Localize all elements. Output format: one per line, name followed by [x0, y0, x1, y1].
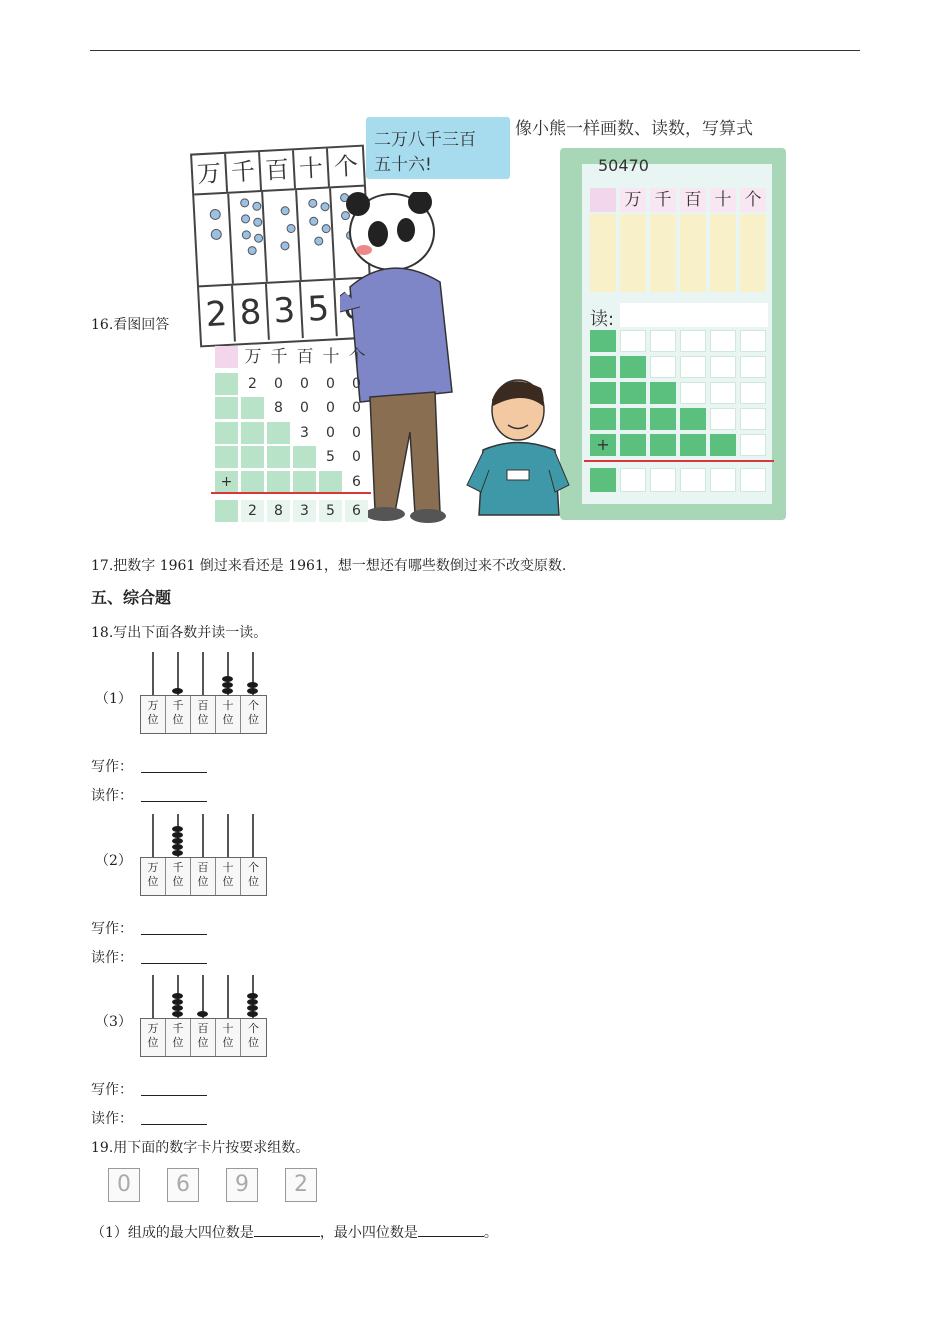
board-header: 百	[680, 188, 706, 212]
q17-text: 17.把数字 1961 倒过来看还是 1961，想一想还有哪些数倒过来不改变原数.	[91, 558, 567, 574]
poster-header: 百	[260, 150, 296, 190]
board-answer-cell[interactable]	[710, 382, 736, 404]
write-label: 写作：	[91, 921, 133, 937]
abacus-rod	[152, 975, 154, 1018]
board-green-cell	[680, 434, 706, 456]
board-answer-cell[interactable]	[740, 408, 766, 430]
table-cell	[241, 446, 264, 468]
table-cell	[241, 397, 264, 419]
smallest-number-blank[interactable]	[418, 1222, 484, 1237]
abacus-rod	[227, 975, 229, 1018]
abacus-bead	[172, 838, 183, 844]
q19-sub1-part-b: ，最小四位数是	[319, 1225, 418, 1241]
table-cell: 8	[274, 400, 283, 416]
place-label: 百 位	[191, 858, 216, 895]
abacus-bead	[247, 1005, 258, 1011]
board-answer-cell[interactable]	[680, 356, 706, 378]
abacus-bead	[172, 826, 183, 832]
board-sum-cell[interactable]	[740, 468, 766, 492]
q19-text: 19.用下面的数字卡片按要求组数。	[91, 1140, 310, 1156]
table-cell	[241, 422, 264, 444]
table-cell: 0	[326, 400, 335, 416]
abacus-rod	[227, 814, 229, 857]
board-answer-cell[interactable]	[740, 330, 766, 352]
table-cell	[267, 422, 290, 444]
abacus-bead	[172, 844, 183, 850]
table-header: 百	[296, 347, 314, 367]
abacus-item-label: （3）	[95, 1014, 132, 1030]
expanded-form-table	[215, 346, 375, 526]
abacus-rod	[202, 652, 204, 695]
abacus-bead	[222, 688, 233, 694]
place-label: 万 位	[141, 696, 166, 733]
place-label: 千 位	[166, 696, 191, 733]
table-row-lead	[215, 373, 238, 395]
place-label: 万 位	[141, 858, 166, 895]
green-board	[560, 148, 786, 520]
board-column	[710, 214, 736, 292]
write-label: 写作：	[91, 759, 133, 775]
table-cell: 0	[352, 375, 361, 392]
place-label: 千 位	[166, 858, 191, 895]
boy-figure	[463, 370, 573, 520]
q16-instruction: 像小熊一样画数、读数，写算式	[515, 119, 753, 139]
speech-line-1: 二万八千三百	[374, 130, 476, 150]
table-cell: 0	[352, 424, 361, 441]
abacus-frame	[140, 857, 267, 896]
table-cell: 0	[300, 400, 309, 416]
abacus-bead	[172, 688, 183, 694]
abacus-rod	[152, 814, 154, 857]
abacus-bead	[172, 993, 183, 999]
table-header: 千	[270, 347, 288, 367]
poster-digit: 5	[301, 280, 338, 338]
board-read-field[interactable]	[620, 303, 768, 327]
abacus-frame	[140, 695, 267, 734]
read-label: 读作：	[91, 1111, 133, 1127]
board-answer-cell[interactable]	[710, 408, 736, 430]
table-cell	[241, 471, 264, 493]
place-label: 万 位	[141, 1019, 166, 1056]
board-sum-cell[interactable]	[620, 468, 646, 492]
board-sum-lead	[590, 468, 616, 492]
board-sum-line	[584, 460, 774, 462]
board-sum-cell[interactable]	[680, 468, 706, 492]
digit-card: 6	[167, 1168, 199, 1202]
table-cell: 0	[300, 375, 309, 392]
write-blank[interactable]	[141, 920, 207, 935]
table-cell: 0	[352, 449, 361, 465]
board-answer-cell[interactable]	[740, 382, 766, 404]
abacus-bead	[247, 682, 258, 688]
top-rule	[90, 50, 860, 51]
board-green-cell	[590, 330, 616, 352]
abacus-bead	[172, 999, 183, 1005]
board-green-cell	[620, 434, 646, 456]
write-blank[interactable]	[141, 758, 207, 773]
abacus-bead	[172, 850, 183, 856]
board-green-cell	[710, 434, 736, 456]
board-corner	[590, 188, 616, 212]
board-sum-cell[interactable]	[650, 468, 676, 492]
board-counting-area	[590, 214, 770, 292]
board-header: 万	[620, 188, 646, 212]
table-cell	[319, 471, 342, 493]
board-header: 千	[650, 188, 676, 212]
read-blank[interactable]	[141, 949, 207, 964]
largest-number-blank[interactable]	[254, 1222, 320, 1237]
place-label: 个 位	[248, 699, 259, 726]
abacus-rod	[152, 652, 154, 695]
board-answer-cell[interactable]	[650, 330, 676, 352]
q19-sub1-part-c: 。	[483, 1225, 498, 1241]
board-answer-cell[interactable]	[710, 330, 736, 352]
section-5-title: 五、综合题	[91, 588, 172, 607]
board-answer-cell[interactable]	[680, 382, 706, 404]
board-sum-cell[interactable]	[710, 468, 736, 492]
abacus-bead	[247, 999, 258, 1005]
q19-sub1	[91, 1222, 498, 1242]
speech-bubble	[366, 117, 510, 179]
table-cell: 0	[274, 375, 283, 392]
table-cell	[267, 471, 290, 493]
table-cell: 0	[326, 424, 335, 441]
read-label: 读作：	[91, 788, 133, 804]
abacus-bead	[172, 1011, 183, 1017]
abacus-bead	[222, 682, 233, 688]
sum-cell: 8	[267, 500, 290, 522]
board-green-cell	[620, 356, 646, 378]
board-answer-cell[interactable]	[650, 356, 676, 378]
board-answer-cell[interactable]	[710, 356, 736, 378]
board-column	[620, 214, 646, 292]
board-green-cell	[680, 408, 706, 430]
table-corner	[215, 346, 238, 368]
board-green-cell	[620, 408, 646, 430]
board-answer-cell[interactable]	[740, 356, 766, 378]
board-column	[680, 214, 706, 292]
place-label: 十 位	[216, 696, 241, 733]
board-green-cell	[590, 356, 616, 378]
board-header: 个	[740, 188, 766, 212]
sum-cell: 6	[345, 500, 368, 522]
sum-cell: 5	[319, 500, 342, 522]
abacus-bead	[172, 832, 183, 838]
abacus-bead	[247, 1011, 258, 1017]
q16-label: 16.看图回答	[91, 317, 170, 333]
q19-sub1-part-a: （1）组成的最大四位数是	[91, 1225, 254, 1241]
board-column	[590, 214, 616, 292]
board-headers	[590, 188, 770, 212]
table-cell: 5	[326, 449, 335, 465]
place-label: 十 位	[216, 1019, 241, 1056]
digit-card: 2	[285, 1168, 317, 1202]
table-cell	[293, 471, 316, 493]
abacus-bead	[247, 688, 258, 694]
table-cell: 0	[352, 400, 361, 416]
table-header: 万	[244, 347, 262, 367]
board-answer-cell[interactable]	[740, 434, 766, 456]
board-green-cell	[650, 434, 676, 456]
read-label: 读作：	[91, 950, 133, 966]
abacus-item-label: （1）	[95, 691, 132, 707]
board-green-cell	[650, 408, 676, 430]
read-blank[interactable]	[141, 1110, 207, 1125]
board-column	[740, 214, 766, 292]
abacus-item-label: （2）	[95, 853, 132, 869]
q18-text: 18.写出下面各数并读一读。	[91, 625, 268, 641]
board-column	[650, 214, 676, 292]
table-row-lead	[215, 422, 238, 444]
sum-cell: 3	[293, 500, 316, 522]
place-label: 十 位	[216, 858, 241, 895]
board-green-cell	[590, 382, 616, 404]
abacus-frame	[140, 1018, 267, 1057]
sum-line	[211, 492, 371, 494]
board-green-cell	[650, 382, 676, 404]
digit-card: 0	[108, 1168, 140, 1202]
abacus-bead	[172, 1005, 183, 1011]
place-label: 个 位	[248, 861, 259, 888]
abacus-bead	[247, 993, 258, 999]
board-header: 十	[710, 188, 736, 212]
digit-card: 9	[226, 1168, 258, 1202]
abacus-bead	[222, 676, 233, 682]
write-label: 写作：	[91, 1082, 133, 1098]
board-plus: +	[596, 435, 610, 454]
board-answer-cell[interactable]	[680, 330, 706, 352]
place-label: 百 位	[191, 696, 216, 733]
poster-digit: 8	[233, 284, 270, 342]
place-label: 千 位	[166, 1019, 191, 1056]
abacus-bead	[197, 1011, 208, 1017]
table-cell: 3	[300, 424, 309, 441]
table-header: 个	[348, 347, 366, 367]
poster-digit: 2	[199, 286, 236, 344]
sum-lead	[215, 500, 238, 522]
table-cell: 2	[248, 375, 257, 392]
board-addition-grid	[590, 330, 770, 500]
place-label: 百 位	[191, 1019, 216, 1056]
table-row-lead	[215, 397, 238, 419]
speech-line-2: 五十六!	[374, 155, 432, 175]
read-blank[interactable]	[141, 787, 207, 802]
table-row-lead: +	[215, 471, 238, 493]
sum-cell: 2	[241, 500, 264, 522]
poster-header: 个	[333, 151, 359, 182]
board-read-label: 读:	[590, 309, 615, 330]
table-row-lead	[215, 446, 238, 468]
abacus-rod	[202, 814, 204, 857]
board-green-cell	[620, 382, 646, 404]
write-blank[interactable]	[141, 1081, 207, 1096]
table-header: 十	[322, 347, 340, 367]
poster-header: 十	[294, 148, 330, 188]
poster-header: 千	[226, 152, 262, 192]
table-cell: 6	[352, 473, 361, 490]
poster-digit: 3	[267, 282, 304, 340]
table-cell: 0	[326, 375, 335, 392]
board-number: 50470	[598, 156, 649, 175]
place-label: 个 位	[248, 1022, 259, 1049]
poster-header: 万	[192, 154, 228, 194]
abacus-rod	[252, 814, 254, 857]
board-green-cell	[590, 408, 616, 430]
board-answer-cell[interactable]	[620, 330, 646, 352]
table-cell	[267, 446, 290, 468]
table-cell	[293, 446, 316, 468]
